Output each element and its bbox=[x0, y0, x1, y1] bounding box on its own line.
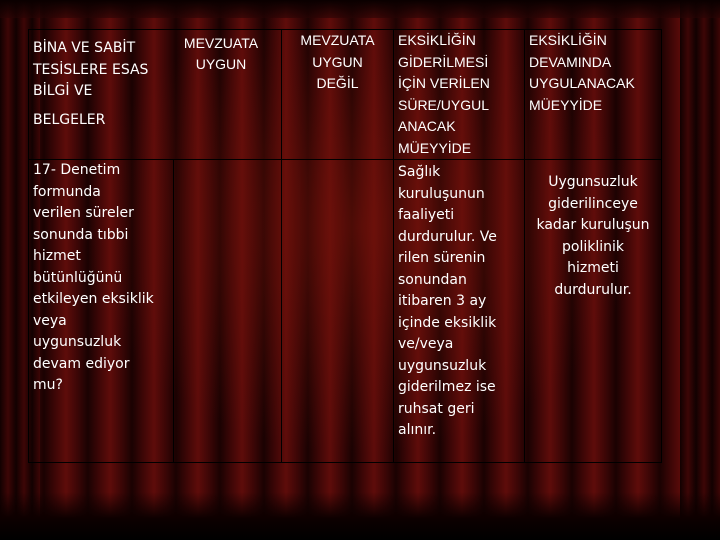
row-sanction-text: Uygunsuzluk giderilinceye kadar kuruluşun poliklinik hizmeti durdurulur. bbox=[536, 174, 650, 298]
stage-floor bbox=[0, 492, 720, 540]
header-compliant-text: MEVZUATA UYGUN bbox=[183, 35, 259, 72]
header-cell-noncompliant bbox=[282, 30, 394, 160]
row-question-cell bbox=[29, 160, 174, 463]
curtain-valance bbox=[0, 0, 720, 18]
row-noncompliant-cell bbox=[282, 160, 394, 463]
row-deadline-text: Sağlık kuruluşunun faaliyeti durdurulur. Ve rilen sürenin sonundan itibaren 3 ay içinde eksiklik ve/veya uygunsuzluk giderilmez ise ruhsat geri alınır. bbox=[398, 164, 497, 438]
header-cell-deadline bbox=[394, 30, 525, 160]
header-cell-sanction bbox=[525, 30, 662, 160]
header-deadline-text: EKSİKLİĞİN GİDERİLMESİ İÇİN VERİLEN SÜRE/UYGUL ANACAK MÜEYYİDE bbox=[398, 32, 490, 156]
table-header-row bbox=[29, 30, 662, 160]
curtain-right bbox=[680, 0, 720, 540]
row-question-text: 17- Denetim formunda verilen süreler sonunda tıbbi hizmet bütünlüğünü etkileyen eksiklik veya uygunsuzluk devam ediyor mu? bbox=[33, 162, 154, 393]
row-compliant-cell bbox=[174, 160, 282, 463]
row-sanction-cell bbox=[525, 160, 662, 463]
header-sanction-text: EKSİKLİĞİN DEVAMINDA UYGULANACAK MÜEYYİDE bbox=[529, 32, 635, 113]
header-documents-text: BİNA VE SABİT TESİSLERE ESAS BİLGİ VE bbox=[33, 40, 149, 99]
header-noncompliant-text: MEVZUATA UYGUN DEĞİL bbox=[300, 32, 375, 91]
table-row bbox=[29, 160, 662, 463]
header-cell-documents bbox=[29, 30, 282, 160]
header-documents-text-extra: BELGELER bbox=[33, 112, 106, 128]
inspection-table bbox=[28, 29, 662, 463]
row-deadline-cell bbox=[394, 160, 525, 463]
